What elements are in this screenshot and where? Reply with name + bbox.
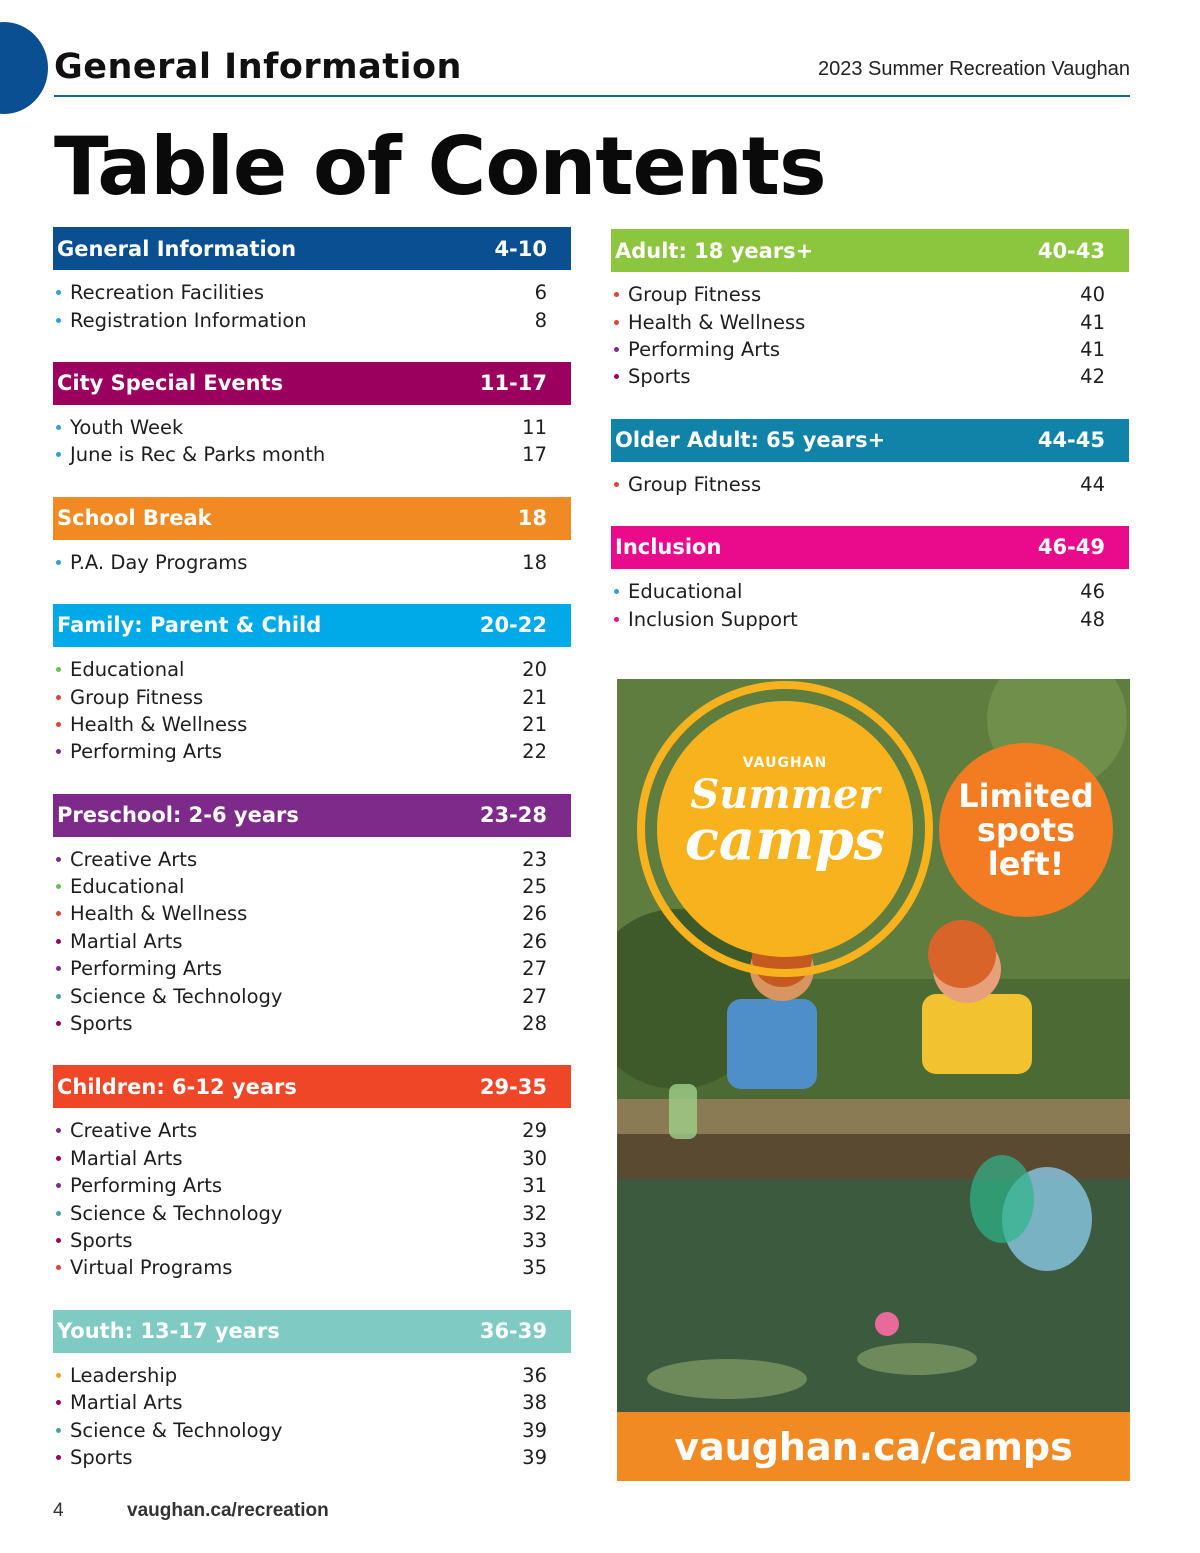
bullet-icon [56, 695, 61, 700]
toc-item-label: Sports [70, 1012, 133, 1036]
toc-item-label-wrap [53, 1147, 183, 1170]
bullet-icon [56, 884, 61, 889]
toc-item-label-wrap [53, 309, 307, 332]
toc-item-list [53, 1353, 571, 1472]
toc-item-label: Educational [628, 580, 743, 604]
toc-item-page: 32 [522, 1201, 547, 1225]
toc-item[interactable] [53, 1145, 571, 1172]
toc-item-label: Creative Arts [70, 847, 198, 871]
toc-item-label: P.A. Day Programs [70, 550, 248, 574]
toc-item-page: 8 [534, 308, 547, 332]
toc-item-label: Martial Arts [70, 1146, 183, 1170]
toc-section [53, 362, 571, 469]
toc-item-page: 17 [522, 443, 547, 467]
toc-item-page: 21 [522, 712, 547, 736]
toc-section [53, 604, 571, 766]
toc-section-header[interactable] [53, 604, 571, 647]
toc-section-pages: 44-45 [1037, 428, 1105, 453]
toc-item-label: Martial Arts [70, 1391, 183, 1415]
toc-item-label-wrap [53, 658, 184, 681]
toc-item[interactable] [53, 738, 571, 765]
toc-item[interactable] [53, 414, 571, 441]
toc-item-page: 21 [522, 685, 547, 709]
toc-item-label-wrap [53, 848, 197, 871]
toc-item-label: Leadership [70, 1363, 178, 1387]
toc-section-pages: 40-43 [1037, 238, 1105, 263]
toc-item-list [53, 270, 571, 334]
toc-item[interactable] [611, 363, 1129, 390]
toc-section-header[interactable] [53, 794, 571, 837]
toc-item-label-wrap [611, 580, 742, 603]
toc-section-title: General Information [57, 236, 297, 261]
toc-section-title: School Break [57, 506, 212, 531]
toc-item[interactable] [53, 1389, 571, 1416]
toc-item-label-wrap [53, 551, 247, 574]
toc-item-page: 40 [1080, 283, 1105, 307]
toc-item-label: Health & Wellness [70, 712, 248, 736]
bullet-icon [56, 1238, 61, 1243]
ad-brand-line1: Summer [690, 771, 880, 818]
toc-item-list [53, 540, 571, 576]
toc-item-page: 36 [522, 1363, 547, 1387]
bullet-icon [56, 452, 61, 457]
bullet-icon [56, 1156, 61, 1161]
toc-item-list [53, 1108, 571, 1281]
toc-item-list [611, 569, 1129, 633]
toc-section-header[interactable] [611, 229, 1129, 272]
toc-item-label-wrap [611, 311, 805, 334]
bullet-icon [56, 966, 61, 971]
toc-item-label-wrap [53, 1202, 282, 1225]
toc-section [53, 1310, 571, 1472]
toc-section-title: City Special Events [57, 371, 284, 396]
toc-item[interactable] [53, 1010, 571, 1037]
toc-section-title: Preschool: 2-6 years [57, 803, 299, 828]
toc-item-label-wrap [53, 281, 264, 304]
toc-item[interactable] [53, 1227, 571, 1254]
toc-item-list [53, 647, 571, 766]
toc-section-title: Children: 6-12 years [57, 1074, 297, 1099]
toc-section-header[interactable] [53, 1310, 571, 1353]
toc-item-page: 42 [1080, 365, 1105, 389]
toc-item-list [611, 462, 1129, 498]
toc-item-label-wrap [53, 957, 222, 980]
toc-section-header[interactable] [53, 1065, 571, 1108]
toc-item-page: 6 [534, 281, 547, 305]
toc-item-label-wrap [53, 875, 184, 898]
toc-item-label-wrap [611, 473, 761, 496]
toc-item-page: 44 [1080, 472, 1105, 496]
ad-brand-line2: camps [684, 807, 886, 873]
toc-item[interactable] [611, 578, 1129, 605]
bullet-icon [56, 939, 61, 944]
toc-item[interactable] [53, 982, 571, 1009]
toc-item[interactable] [53, 1172, 571, 1199]
bullet-icon [56, 318, 61, 323]
toc-section-title: Older Adult: 65 years+ [615, 428, 886, 453]
section-title: General Information [54, 47, 462, 87]
toc-item-page: 35 [522, 1256, 547, 1280]
bullet-icon [56, 1021, 61, 1026]
bullet-icon [614, 617, 619, 622]
toc-item-page: 41 [1080, 337, 1105, 361]
toc-item[interactable] [53, 846, 571, 873]
toc-item-label: Educational [70, 875, 185, 899]
bullet-icon [56, 1455, 61, 1460]
toc-item[interactable] [611, 308, 1129, 335]
toc-item-page: 20 [522, 658, 547, 682]
toc-section [53, 227, 571, 334]
toc-item-page: 23 [522, 847, 547, 871]
toc-item-list [611, 272, 1129, 391]
toc-section-pages: 11-17 [479, 371, 547, 396]
header-rule [54, 95, 1130, 97]
toc-item[interactable] [53, 1444, 571, 1471]
toc-item-label: Science & Technology [70, 1418, 283, 1442]
toc-item-page: 41 [1080, 310, 1105, 334]
toc-item-label: Educational [70, 658, 185, 682]
toc-section-pages: 29-35 [479, 1074, 547, 1099]
toc-item-label: Group Fitness [628, 283, 762, 307]
bullet-icon [614, 292, 619, 297]
bullet-icon [614, 589, 619, 594]
toc-item[interactable] [53, 955, 571, 982]
toc-item[interactable] [53, 711, 571, 738]
toc-item-page: 11 [522, 415, 547, 439]
toc-item-label-wrap [611, 608, 798, 631]
bullet-icon [56, 1183, 61, 1188]
toc-item-label-wrap [611, 365, 691, 388]
bullet-icon [56, 994, 61, 999]
bullet-icon [56, 1373, 61, 1378]
toc-item-page: 31 [522, 1174, 547, 1198]
toc-item[interactable] [53, 1254, 571, 1281]
toc-section-header[interactable] [53, 497, 571, 540]
bullet-icon [56, 290, 61, 295]
toc-column-right [611, 229, 1129, 661]
toc-item-page: 26 [522, 902, 547, 926]
page-number: 4 [53, 1500, 64, 1521]
toc-item-page: 22 [522, 740, 547, 764]
toc-section [53, 1065, 571, 1281]
toc-item[interactable] [53, 683, 571, 710]
toc-item-page: 30 [522, 1146, 547, 1170]
ad-url-link[interactable]: vaughan.ca/camps [617, 1412, 1130, 1481]
toc-item-label-wrap [53, 740, 222, 763]
bullet-icon [56, 1428, 61, 1433]
toc-item-label-wrap [53, 1446, 133, 1469]
toc-item[interactable] [53, 928, 571, 955]
toc-item-label-wrap [53, 1174, 222, 1197]
bullet-icon [56, 1128, 61, 1133]
bullet-icon [614, 347, 619, 352]
toc-item-label-wrap [53, 902, 247, 925]
badge-line: left! [987, 845, 1065, 883]
ad-brand-small: VAUGHAN [742, 755, 828, 771]
toc-item-label: Creative Arts [70, 1119, 198, 1143]
bullet-icon [614, 374, 619, 379]
toc-item-page: 39 [522, 1418, 547, 1442]
page-title: Table of Contents [54, 120, 826, 213]
toc-item-label: Group Fitness [628, 472, 762, 496]
toc-item-label-wrap [53, 713, 247, 736]
toc-section [53, 794, 571, 1038]
toc-item-label-wrap [53, 985, 282, 1008]
limited-spots-badge [939, 743, 1113, 917]
toc-item[interactable] [53, 1416, 571, 1443]
toc-section-pages: 46-49 [1037, 535, 1105, 560]
toc-item-page: 18 [522, 550, 547, 574]
toc-item-list [53, 405, 571, 469]
bullet-icon [614, 482, 619, 487]
toc-section-header[interactable] [53, 362, 571, 405]
guide-title: 2023 Summer Recreation Vaughan [817, 58, 1130, 80]
toc-column-left [53, 227, 571, 1499]
toc-item-label: Performing Arts [70, 1174, 223, 1198]
toc-item-label: Performing Arts [70, 740, 223, 764]
toc-item-label: Sports [70, 1229, 133, 1252]
toc-section-pages: 4-10 [494, 236, 547, 261]
toc-section-pages: 23-28 [479, 803, 547, 828]
toc-item-label: Registration Information [70, 308, 307, 332]
toc-item-label: Science & Technology [70, 984, 283, 1008]
toc-item-label: Inclusion Support [628, 607, 798, 631]
toc-item-label-wrap [611, 283, 761, 306]
bullet-icon [56, 749, 61, 754]
toc-item-page: 46 [1080, 580, 1105, 604]
toc-item[interactable] [53, 900, 571, 927]
toc-section-pages: 20-22 [479, 613, 547, 638]
toc-item-label-wrap [53, 416, 183, 439]
toc-item-label: Health & Wellness [70, 902, 248, 926]
toc-item-page: 26 [522, 929, 547, 953]
toc-item[interactable] [53, 656, 571, 683]
toc-item-label: Group Fitness [70, 685, 204, 709]
toc-item[interactable] [53, 873, 571, 900]
bullet-icon [56, 857, 61, 862]
toc-section-header[interactable] [53, 227, 571, 270]
toc-item-label-wrap [53, 1119, 197, 1142]
toc-item-label-wrap [53, 1364, 177, 1387]
bullet-icon [56, 1265, 61, 1270]
toc-item-page: 33 [522, 1229, 547, 1252]
toc-item-label: Sports [628, 365, 691, 389]
toc-section-header[interactable] [611, 419, 1129, 462]
toc-section [53, 497, 571, 576]
toc-item[interactable] [611, 471, 1129, 498]
toc-item-page: 27 [522, 957, 547, 981]
toc-item-label: Youth Week [70, 415, 184, 439]
toc-item-list [53, 837, 571, 1038]
toc-item-label: Martial Arts [70, 929, 183, 953]
badge-line: Limited [958, 777, 1094, 815]
toc-section-pages: 18 [517, 506, 547, 531]
toc-item[interactable] [53, 1199, 571, 1226]
toc-item-page: 29 [522, 1119, 547, 1143]
toc-item[interactable] [53, 1362, 571, 1389]
toc-item-label-wrap [53, 686, 203, 709]
toc-section-title: Family: Parent & Child [57, 613, 322, 638]
corner-tab [0, 22, 48, 114]
toc-item-label-wrap [53, 1419, 282, 1442]
toc-section [611, 526, 1129, 633]
bullet-icon [56, 1400, 61, 1405]
toc-item-label-wrap [53, 1012, 133, 1035]
toc-item-label: June is Rec & Parks month [70, 443, 326, 467]
toc-item-label-wrap [53, 1391, 183, 1414]
toc-item[interactable] [53, 279, 571, 306]
toc-item-label: Recreation Facilities [70, 281, 265, 305]
toc-item-label: Performing Arts [70, 957, 223, 981]
bullet-icon [56, 667, 61, 672]
toc-section-title: Inclusion [615, 535, 722, 560]
bullet-icon [56, 425, 61, 430]
toc-item-label: Performing Arts [628, 337, 781, 361]
bullet-icon [614, 320, 619, 325]
toc-item[interactable] [611, 336, 1129, 363]
bullet-icon [56, 560, 61, 565]
toc-item-page: 48 [1080, 607, 1105, 631]
toc-item-page: 25 [522, 875, 547, 899]
toc-item-label: Sports [70, 1445, 133, 1469]
toc-item-label-wrap [53, 1256, 232, 1279]
toc-item[interactable] [611, 281, 1129, 308]
toc-item-label-wrap [53, 443, 325, 466]
toc-section-pages: 36-39 [479, 1319, 547, 1344]
footer-url-link[interactable]: vaughan.ca/recreation [127, 1500, 329, 1521]
bullet-icon [56, 911, 61, 916]
badge-line: spots [976, 811, 1076, 849]
toc-item-label-wrap [53, 930, 183, 953]
toc-section [611, 229, 1129, 391]
toc-item-label: Virtual Programs [70, 1256, 233, 1280]
toc-item-page: 27 [522, 984, 547, 1008]
toc-item-page: 28 [522, 1012, 547, 1036]
toc-item[interactable] [53, 549, 571, 576]
toc-section-header[interactable] [611, 526, 1129, 569]
toc-item[interactable] [53, 306, 571, 333]
toc-item-label: Science & Technology [70, 1201, 283, 1225]
toc-section [611, 419, 1129, 498]
bullet-icon [56, 1211, 61, 1216]
toc-item-label-wrap [611, 338, 780, 361]
toc-item-label: Health & Wellness [628, 310, 806, 334]
toc-item[interactable] [53, 441, 571, 468]
toc-section-title: Adult: 18 years+ [615, 238, 814, 263]
toc-item[interactable] [53, 1117, 571, 1144]
toc-item[interactable] [611, 605, 1129, 632]
bullet-icon [56, 722, 61, 727]
summer-camps-ad[interactable] [617, 679, 1130, 1481]
toc-section-title: Youth: 13-17 years [57, 1319, 280, 1344]
toc-item-page: 38 [522, 1391, 547, 1415]
toc-item-page: 39 [522, 1445, 547, 1469]
toc-item-label-wrap [53, 1229, 133, 1252]
